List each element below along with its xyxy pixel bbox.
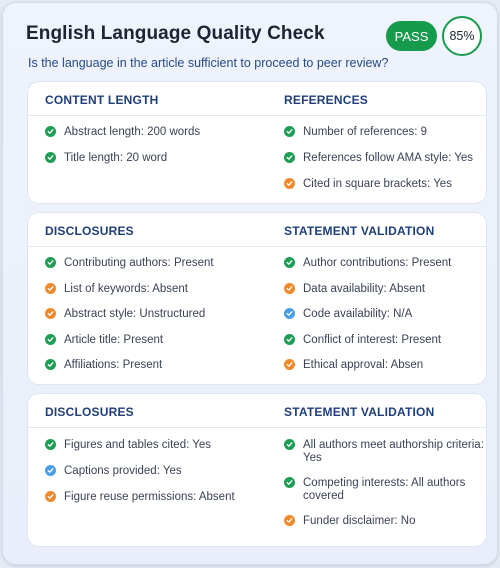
check-icon xyxy=(284,257,295,268)
list-item xyxy=(284,283,484,296)
item-label: Funder disclaimer: No xyxy=(303,515,416,527)
item-label: Cited in square brackets: Yes xyxy=(303,178,452,190)
list-item xyxy=(284,308,484,321)
section-title-statement-validation: STATEMENT VALIDATION xyxy=(284,224,435,238)
section-title-disclosures: DISCLOSURES xyxy=(45,405,134,419)
list-item xyxy=(284,334,484,347)
item-label: List of keywords: Absent xyxy=(64,282,189,295)
score-ring: 85% xyxy=(442,16,482,56)
list-item xyxy=(284,126,484,139)
check-icon xyxy=(284,178,295,189)
check-icon xyxy=(284,308,295,319)
card-header xyxy=(28,213,486,247)
check-icon xyxy=(284,359,295,370)
item-label: Ethical approval: Absen xyxy=(303,359,424,371)
disclosures-list xyxy=(45,257,214,372)
statement-validation-list xyxy=(284,439,484,528)
content-length-list xyxy=(45,126,200,165)
check-icon xyxy=(284,439,295,450)
check-icon xyxy=(284,283,295,294)
item-label: All authors meet authorship criteria: Yes xyxy=(303,439,484,464)
section-title-disclosures: DISCLOSURES xyxy=(45,224,134,238)
disclosures-statement-card xyxy=(27,212,487,385)
section-title-references: REFERENCES xyxy=(284,93,369,107)
section-title-content-length: CONTENT LENGTH xyxy=(45,93,159,107)
item-label: Competing interests: All authors covered xyxy=(303,477,466,502)
item-label: Data availability: Absent xyxy=(303,282,426,295)
list-item xyxy=(284,178,484,191)
list-item xyxy=(284,359,484,372)
statement-validation-list xyxy=(284,257,484,372)
item-label: Conflict of interest: Present xyxy=(303,333,442,346)
check-icon xyxy=(284,477,295,488)
page-title: English Language Quality Check xyxy=(26,23,325,44)
item-label: Number of references: 9 xyxy=(303,126,428,138)
check-icon xyxy=(284,334,295,345)
check-icon xyxy=(45,334,56,345)
check-icon xyxy=(284,152,295,163)
list-item xyxy=(284,439,484,465)
check-icon xyxy=(45,359,56,370)
item-label: Title length: 20 word xyxy=(64,152,168,164)
item-label: Abstract length: 200 words xyxy=(64,126,201,138)
list-item xyxy=(45,359,214,372)
list-item xyxy=(45,257,214,270)
item-label: Captions provided: Yes xyxy=(64,465,182,477)
check-icon xyxy=(45,152,56,163)
section-title-statement-validation: STATEMENT VALIDATION xyxy=(284,405,435,419)
item-label: Contributing authors: Present xyxy=(64,257,214,269)
check-icon xyxy=(284,515,295,526)
disclosures-list xyxy=(45,439,235,504)
content-length-references-card xyxy=(27,81,487,204)
list-item xyxy=(45,308,214,321)
check-icon xyxy=(45,465,56,476)
page-subtitle: Is the language in the article sufficient to proceed to peer review? xyxy=(28,56,389,70)
pass-status-badge[interactable]: PASS xyxy=(386,21,437,51)
check-icon xyxy=(45,439,56,450)
item-label: Affiliations: Present xyxy=(64,359,163,371)
check-icon xyxy=(45,308,56,319)
list-item xyxy=(45,126,200,139)
list-item xyxy=(45,334,214,347)
check-icon xyxy=(45,491,56,502)
item-label: Figure reuse permissions: Absent xyxy=(64,491,235,503)
check-icon xyxy=(45,257,56,268)
list-item xyxy=(284,477,484,503)
check-icon xyxy=(45,283,56,294)
list-item xyxy=(284,152,484,165)
list-item xyxy=(45,439,235,452)
item-label: Code availability: N/A xyxy=(303,308,413,320)
item-label: Abstract style: Unstructured xyxy=(64,308,206,320)
item-label: Figures and tables cited: Yes xyxy=(64,439,212,451)
list-item xyxy=(45,465,235,478)
check-icon xyxy=(284,126,295,137)
references-list xyxy=(284,126,484,191)
list-item xyxy=(284,257,484,270)
list-item xyxy=(45,152,200,165)
check-icon xyxy=(45,126,56,137)
item-label: References follow AMA style: Yes xyxy=(303,152,474,164)
list-item xyxy=(284,515,484,528)
item-label: Author contributions: Present xyxy=(303,257,452,269)
card-header xyxy=(28,394,486,428)
card-header xyxy=(28,82,486,116)
list-item xyxy=(45,283,214,296)
item-label: Article title: Present xyxy=(64,333,164,346)
quality-check-panel xyxy=(2,2,498,565)
list-item xyxy=(45,491,235,504)
disclosures-statement-card-2 xyxy=(27,393,487,547)
